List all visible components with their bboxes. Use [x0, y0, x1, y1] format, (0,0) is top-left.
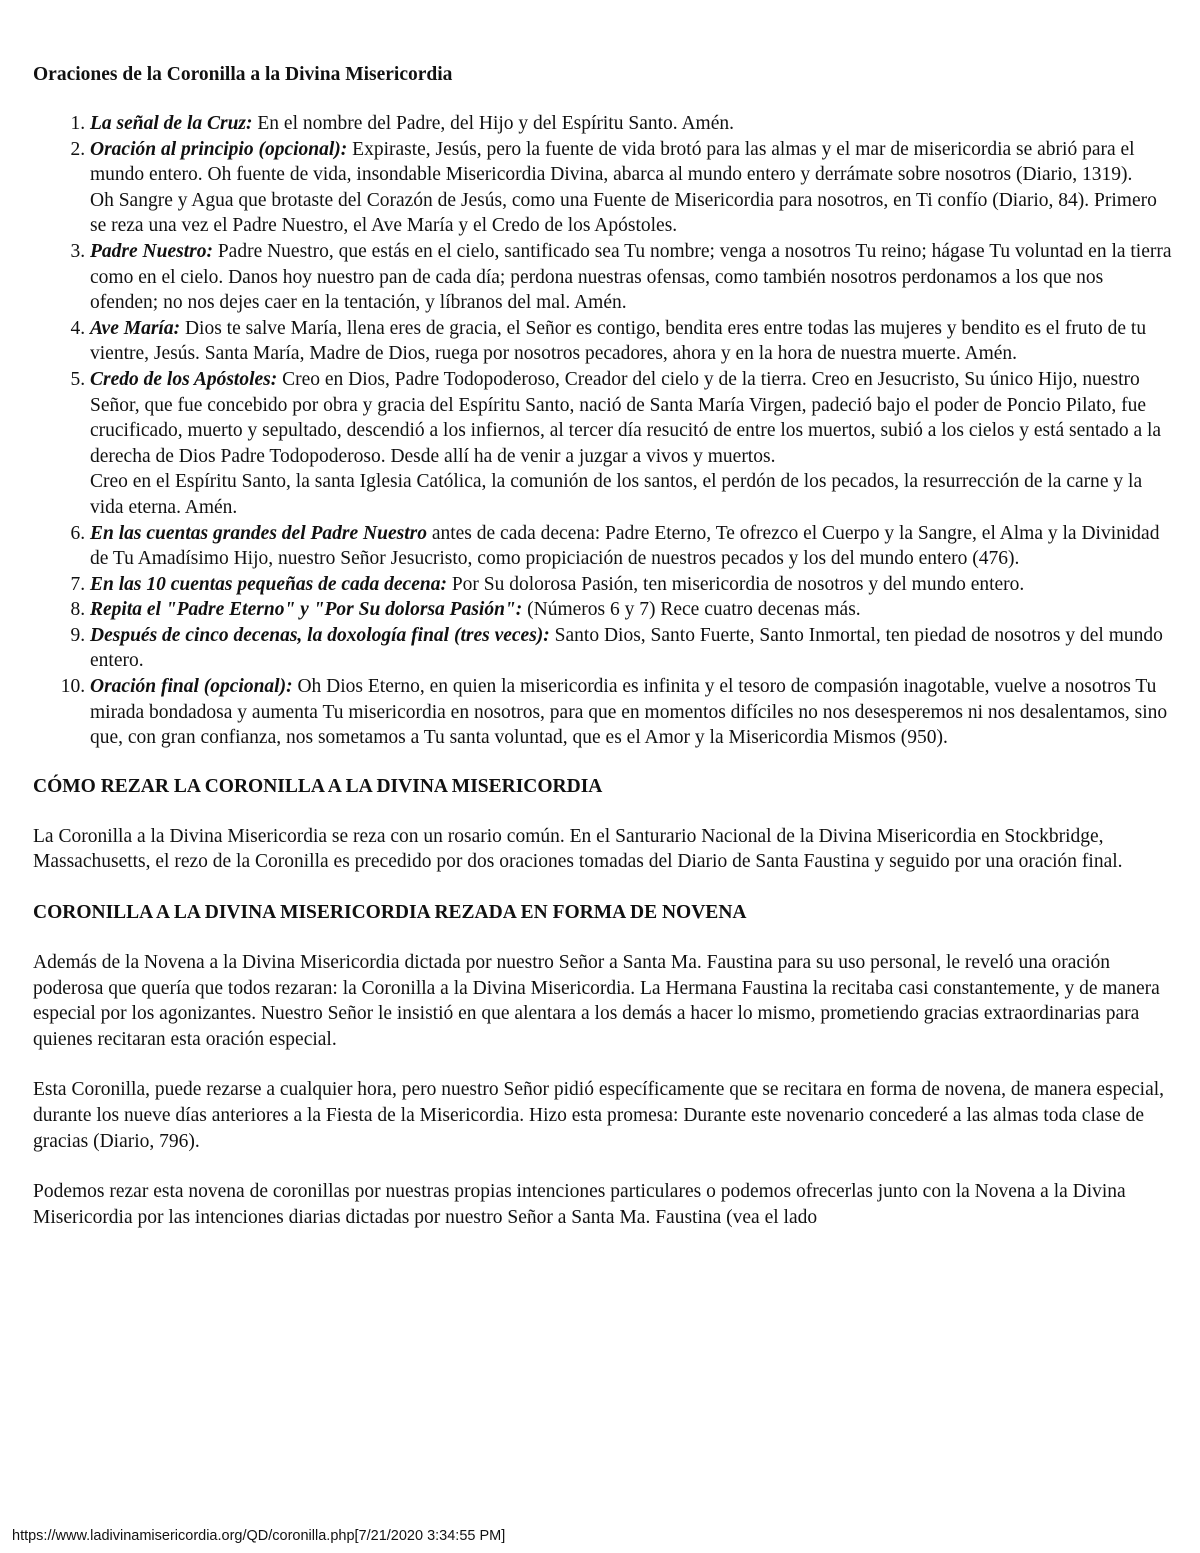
- prayer-item: [90, 367, 1173, 521]
- prayer-item: [90, 623, 1173, 674]
- section-paragraph: Además de la Novena a la Divina Misericordia dictada por nuestro Señor a Santa Ma. Faustina para su uso personal, le reveló una oración poderosa que quería que todos rezaran: la Coronilla a la Divina Misericordia. La Hermana Faustina la recitaba casi constantemente, y de manera especial por los agonizantes. Nuestro Señor le insistió en que alentara a los demás a hacer lo mismo, prometiendo gracias extraordinarias para quienes recitaran esta oración especial.: [33, 952, 1160, 1050]
- prayer-continuation: Creo en el Espíritu Santo, la santa Iglesia Católica, la comunión de los santos, el perdón de los pecados, la resurrección de la carne y la vida eterna. Amén.: [90, 471, 1143, 518]
- prayer-item: [90, 316, 1173, 367]
- section-paragraph: La Coronilla a la Divina Misericordia se reza con un rosario común. En el Santurario Nacional de la Divina Misericordia en Stockbridge, Massachusetts, el rezo de la Coronilla es precedido por dos oraciones tomadas del Diario de Santa Faustina y seguido por una oración final.: [33, 825, 1123, 873]
- prayer-lead: Padre Nuestro:: [90, 240, 213, 262]
- prayer-lead: La señal de la Cruz:: [90, 113, 253, 134]
- prayer-list: [33, 111, 1173, 751]
- prayer-text: Por Su dolorosa Pasión, ten misericordia de nosotros y del mundo entero.: [446, 573, 1025, 595]
- section-paragraph: Podemos rezar esta novena de coronillas por nuestras propias intenciones particulares o podemos ofrecerlas junto con la Novena a la Divina Misericordia por las intenciones diarias dictadas por nuestro Señor a Santa Ma. Faustina (vea el lado: [33, 1181, 1126, 1228]
- prayer-lead: Repita el "Padre Eterno" y "Por Su dolorsa Pasión":: [90, 599, 523, 621]
- section-heading-how-to-pray: CÓMO REZAR LA CORONILLA A LA DIVINA MISERICORDIA: [33, 775, 603, 797]
- prayer-item: [90, 521, 1173, 572]
- prayer-text: En el nombre del Padre, del Hijo y del Espíritu Santo. Amén.: [252, 113, 734, 134]
- page-title: Oraciones de la Coronilla a la Divina Misericordia: [33, 64, 453, 85]
- prayer-text: Dios te salve María, llena eres de gracia, el Señor es contigo, bendita eres entre todas las mujeres y bendito es el fruto de tu vientre, Jesús. Santa María, Madre de Dios, ruega por nosotros pecadores, ahora y en la hora de nuestra muerte. Amén.: [90, 317, 1147, 365]
- section-paragraph: Esta Coronilla, puede rezarse a cualquier hora, pero nuestro Señor pidió específicamente que se recitara en forma de novena, de manera especial, durante los nueve días anteriores a la Fiesta de la Misericordia. Hizo esta promesa: Durante este novenario concederé a las almas toda clase de gracias (Diario, 796).: [33, 1079, 1165, 1152]
- prayer-text: Santo Dios, Santo Fuerte, Santo Inmortal, ten piedad de nosotros y del mundo entero.: [90, 624, 1163, 672]
- prayer-continuation: Oh Sangre y Agua que brotaste del Corazón de Jesús, como una Fuente de Misericordia para nosotros, en Ti confío (Diario, 84). Primero se reza una vez el Padre Nuestro, el Ave María y el Credo de los Apóstoles.: [90, 189, 1157, 237]
- prayer-text: Expiraste, Jesús, pero la fuente de vida brotó para las almas y el mar de misericordia se abrió para el mundo entero. Oh fuente de vida, insondable Misericordia Divina, abarca al mundo entero y derrámate sobre nosotros (Diario, 1319).: [90, 138, 1135, 186]
- prayer-text: Padre Nuestro, que estás en el cielo, santificado sea Tu nombre; venga a nosotros Tu reino; hágase Tu voluntad en la tierra como en el cielo. Danos hoy nuestro pan de cada día; perdona nuestras ofensas, como también nosotros perdonamos a los que nos ofenden; no nos dejes caer en la tentación, y líbranos del mal. Amén.: [90, 240, 1172, 314]
- prayer-item: [90, 137, 1173, 239]
- prayer-lead: En las cuentas grandes del Padre Nuestro: [90, 522, 427, 544]
- prayer-item: [90, 674, 1173, 751]
- prayer-lead: Después de cinco decenas, la doxología final (tres veces):: [90, 624, 550, 646]
- page-footer-url: https://www.ladivinamisericordia.org/QD/coronilla.php[7/21/2020 3:34:55 PM]: [12, 1528, 506, 1544]
- prayer-lead: Oración final (opcional):: [90, 676, 293, 698]
- prayer-lead: En las 10 cuentas pequeñas de cada decena:: [90, 573, 447, 595]
- prayer-text: (Números 6 y 7) Rece cuatro decenas más.: [522, 599, 861, 621]
- document-page: [33, 62, 1173, 1255]
- prayer-item: [90, 597, 1173, 623]
- section-heading-novena: CORONILLA A LA DIVINA MISERICORDIA REZADA EN FORMA DE NOVENA: [33, 902, 747, 924]
- prayer-text: Creo en Dios, Padre Todopoderoso, Creador del cielo y de la tierra. Creo en Jesucristo, Su único Hijo, nuestro Señor, que fue concebido por obra y gracia del Espíritu Santo, nació de Santa María Virgen, padeció bajo el poder de Poncio Pilato, fue crucificado, muerto y sepultado, descendió a los infiernos, al tercer día resucitó de entre los muertos, subió a los cielos y está sentado a la derecha de Dios Padre Todopoderoso. Desde allí ha de venir a juzgar a vivos y muertos.: [90, 368, 1162, 467]
- prayer-lead: Ave María:: [90, 317, 181, 339]
- prayer-item: [90, 239, 1173, 316]
- prayer-text: Oh Dios Eterno, en quien la misericordia es infinita y el tesoro de compasión inagotable, vuelve a nosotros Tu mirada bondadosa y aumenta Tu misericordia en nosotros, para que en momentos difíciles no nos desesperemos ni nos desalentamos, sino que, con gran confianza, nos sometamos a Tu santa voluntad, que es el Amor y la Misericordia Mismos (950).: [90, 676, 1168, 749]
- prayer-lead: Credo de los Apóstoles:: [90, 368, 278, 390]
- prayer-lead: Oración al principio (opcional):: [90, 138, 348, 160]
- prayer-text: antes de cada decena: Padre Eterno, Te ofrezco el Cuerpo y la Sangre, el Alma y la Divinidad de Tu Amadísimo Hijo, nuestro Señor Jesucristo, como propiciación de nuestros pecados y los del mundo entero (476).: [90, 522, 1160, 570]
- prayer-item: [90, 111, 1173, 137]
- prayer-item: [90, 572, 1173, 598]
